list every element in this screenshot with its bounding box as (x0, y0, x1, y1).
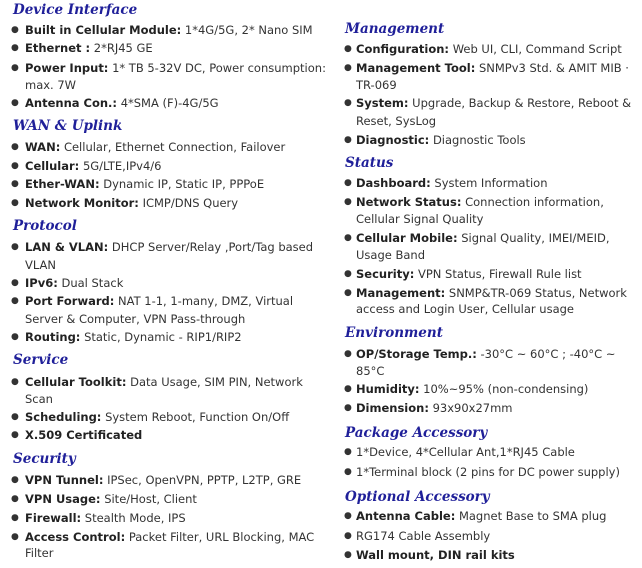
section-heading: Security (13, 451, 76, 467)
bullet-icon: ● (344, 403, 352, 413)
spec-value: ICMP/DNS Query (142, 196, 239, 210)
spec-line (356, 230, 610, 248)
spec-value: Data Usage, SIM PIN, Network (130, 375, 303, 389)
bullet-icon: ● (11, 242, 19, 252)
spec-line (25, 293, 293, 311)
spec-line (25, 409, 289, 427)
spec-value: -30°C ~ 60°C ; -40°C ~ (480, 347, 616, 361)
bullet-icon: ● (344, 550, 352, 560)
bullet-icon: ● (11, 430, 19, 440)
spec-value-continued: Server & Computer, VPN Pass-through (25, 312, 246, 326)
spec-value-continued: Reset, SysLog (356, 114, 437, 128)
spec-line (25, 374, 303, 392)
spec-line (356, 266, 582, 284)
spec-value: Dynamic IP, Static IP, PPPoE (103, 177, 265, 191)
section-heading: Environment (345, 325, 443, 341)
bullet-icon: ● (344, 135, 352, 145)
spec-line (25, 510, 186, 528)
bullet-icon: ● (11, 494, 19, 504)
spec-value: DHCP Server/Relay ,Port/Tag based (111, 240, 314, 254)
spec-line (356, 381, 588, 399)
spec-value: Cellular, Ethernet Connection, Failover (63, 140, 286, 154)
spec-value: 1*Device, 4*Cellular Ant,1*RJ45 Cable (356, 445, 575, 459)
spec-value: Upgrade, Backup & Restore, Reboot & (412, 96, 632, 110)
spec-value-continued: Filter (25, 546, 54, 560)
spec-label: Antenna Con.: (25, 96, 118, 110)
bullet-icon: ● (11, 98, 19, 108)
spec-label: X.509 Certificated (25, 428, 143, 442)
spec-value: 5G/LTE,IPv4/6 (82, 159, 162, 173)
spec-value: Packet Filter, URL Blocking, MAC (128, 530, 315, 544)
spec-label: Dimension: (356, 401, 429, 415)
spec-label: OP/Storage Temp.: (356, 347, 477, 361)
spec-value-continued: 85°C (356, 364, 385, 378)
spec-value: 10%~95% (non-condensing) (423, 382, 589, 396)
spec-value-continued: Usage Band (356, 248, 426, 262)
spec-label: VPN Usage: (25, 492, 101, 506)
spec-value: Site/Host, Client (104, 492, 197, 506)
spec-label: LAN & VLAN: (25, 240, 109, 254)
spec-value: Web UI, CLI, Command Script (452, 42, 622, 56)
section-heading: Device Interface (13, 2, 138, 18)
spec-line (25, 195, 238, 213)
bullet-icon: ● (344, 467, 352, 477)
spec-line (356, 444, 575, 462)
section-heading: Optional Accessory (345, 489, 490, 505)
spec-value: 93x90x27mm (432, 401, 513, 415)
bullet-icon: ● (11, 43, 19, 53)
spec-label: Ether-WAN: (25, 177, 100, 191)
spec-line (25, 329, 242, 347)
spec-value: Stealth Mode, IPS (84, 511, 186, 525)
spec-value: 4*SMA (F)-4G/5G (120, 96, 219, 110)
spec-value-continued: max. 7W (25, 78, 77, 92)
spec-line (25, 22, 313, 40)
spec-line (356, 285, 627, 303)
spec-label: Humidity: (356, 382, 420, 396)
spec-label: Access Control: (25, 530, 126, 544)
spec-value-continued: access and Login User, Cellular usage (356, 302, 575, 316)
spec-line (25, 491, 197, 509)
spec-line (356, 175, 548, 193)
spec-value: SNMP&TR-069 Status, Network (448, 286, 627, 300)
spec-value: VPN Status, Firewall Rule list (417, 267, 582, 281)
spec-value: Dual Stack (61, 276, 124, 290)
bullet-icon: ● (11, 532, 19, 542)
spec-line (356, 464, 620, 482)
section-heading: Package Accessory (345, 425, 488, 441)
spec-label: Wall mount, DIN rail kits (356, 548, 515, 562)
bullet-icon: ● (11, 377, 19, 387)
spec-line (25, 60, 326, 78)
section-heading: Service (13, 352, 69, 368)
spec-label: Network Monitor: (25, 196, 139, 210)
bullet-icon: ● (11, 25, 19, 35)
bullet-icon: ● (11, 278, 19, 288)
spec-line (356, 528, 490, 546)
spec-line (356, 400, 513, 418)
spec-value: Connection information, (465, 195, 604, 209)
spec-label: Power Input: (25, 61, 109, 75)
bullet-icon: ● (11, 332, 19, 342)
spec-value: IPSec, OpenVPN, PPTP, L2TP, GRE (107, 473, 302, 487)
spec-value: System Reboot, Function On/Off (105, 410, 290, 424)
spec-label: Diagnostic: (356, 133, 430, 147)
spec-value: Static, Dynamic - RIP1/RIP2 (84, 330, 242, 344)
spec-label: Routing: (25, 330, 81, 344)
bullet-icon: ● (344, 63, 352, 73)
spec-line (25, 427, 142, 445)
bullet-icon: ● (344, 447, 352, 457)
bullet-icon: ● (11, 513, 19, 523)
spec-label: VPN Tunnel: (25, 473, 104, 487)
spec-label: Cellular Mobile: (356, 231, 458, 245)
spec-label: Cellular Toolkit: (25, 375, 127, 389)
spec-line (25, 158, 161, 176)
spec-label: Management Tool: (356, 61, 476, 75)
spec-label: Firewall: (25, 511, 82, 525)
spec-label: IPv6: (25, 276, 58, 290)
bullet-icon: ● (11, 63, 19, 73)
bullet-icon: ● (11, 412, 19, 422)
spec-line (356, 60, 629, 78)
spec-line (356, 194, 604, 212)
bullet-icon: ● (11, 296, 19, 306)
spec-value: Magnet Base to SMA plug (458, 509, 607, 523)
spec-label: Port Forward: (25, 294, 115, 308)
spec-line (25, 239, 313, 257)
section-heading: Status (345, 155, 394, 171)
spec-label: WAN: (25, 140, 61, 154)
spec-label: System: (356, 96, 409, 110)
spec-value: System Information (434, 176, 548, 190)
spec-line (25, 95, 219, 113)
section-heading: Management (345, 21, 445, 37)
bullet-icon: ● (344, 44, 352, 54)
bullet-icon: ● (11, 198, 19, 208)
spec-value: 1* TB 5-32V DC, Power consumption: (112, 61, 326, 75)
bullet-icon: ● (344, 511, 352, 521)
bullet-icon: ● (11, 475, 19, 485)
spec-line (356, 95, 631, 113)
bullet-icon: ● (344, 384, 352, 394)
spec-value-continued: VLAN (25, 258, 57, 272)
spec-value: Signal Quality, IMEI/MEID, (461, 231, 610, 245)
spec-line (25, 275, 123, 293)
spec-label: Security: (356, 267, 415, 281)
spec-value-continued: Cellular Signal Quality (356, 212, 484, 226)
bullet-icon: ● (11, 161, 19, 171)
spec-line (356, 346, 615, 364)
bullet-icon: ● (344, 233, 352, 243)
spec-label: Ethernet : (25, 41, 91, 55)
spec-label: Antenna Cable: (356, 509, 456, 523)
bullet-icon: ● (344, 197, 352, 207)
bullet-icon: ● (344, 349, 352, 359)
spec-value-continued: Scan (25, 392, 53, 406)
section-heading: WAN & Uplink (13, 118, 123, 134)
spec-label: Built in Cellular Module: (25, 23, 182, 37)
bullet-icon: ● (344, 98, 352, 108)
spec-value: SNMPv3 Std. & AMIT MIB · (478, 61, 629, 75)
spec-value: 1*Terminal block (2 pins for DC power supply) (356, 465, 620, 479)
spec-label: Cellular: (25, 159, 80, 173)
spec-label: Configuration: (356, 42, 450, 56)
spec-value: NAT 1-1, 1-many, DMZ, Virtual (118, 294, 294, 308)
spec-line (356, 41, 622, 59)
spec-line (25, 472, 301, 490)
spec-value: Diagnostic Tools (432, 133, 526, 147)
spec-value-continued: TR-069 (356, 78, 397, 92)
spec-line (25, 176, 264, 194)
spec-label: Scheduling: (25, 410, 102, 424)
spec-line (25, 529, 314, 547)
section-heading: Protocol (13, 218, 77, 234)
spec-line (25, 40, 153, 58)
bullet-icon: ● (344, 288, 352, 298)
spec-line (25, 139, 285, 157)
spec-label: Dashboard: (356, 176, 431, 190)
spec-value: 2*RJ45 GE (93, 41, 153, 55)
spec-label: Management: (356, 286, 446, 300)
spec-value: 1*4G/5G, 2* Nano SIM (184, 23, 313, 37)
spec-line (356, 508, 606, 526)
spec-label: Network Status: (356, 195, 462, 209)
bullet-icon: ● (11, 179, 19, 189)
bullet-icon: ● (344, 178, 352, 188)
bullet-icon: ● (344, 269, 352, 279)
bullet-icon: ● (344, 531, 352, 541)
spec-value: RG174 Cable Assembly (356, 529, 491, 543)
spec-line (356, 547, 515, 565)
spec-line (356, 132, 526, 150)
bullet-icon: ● (11, 142, 19, 152)
